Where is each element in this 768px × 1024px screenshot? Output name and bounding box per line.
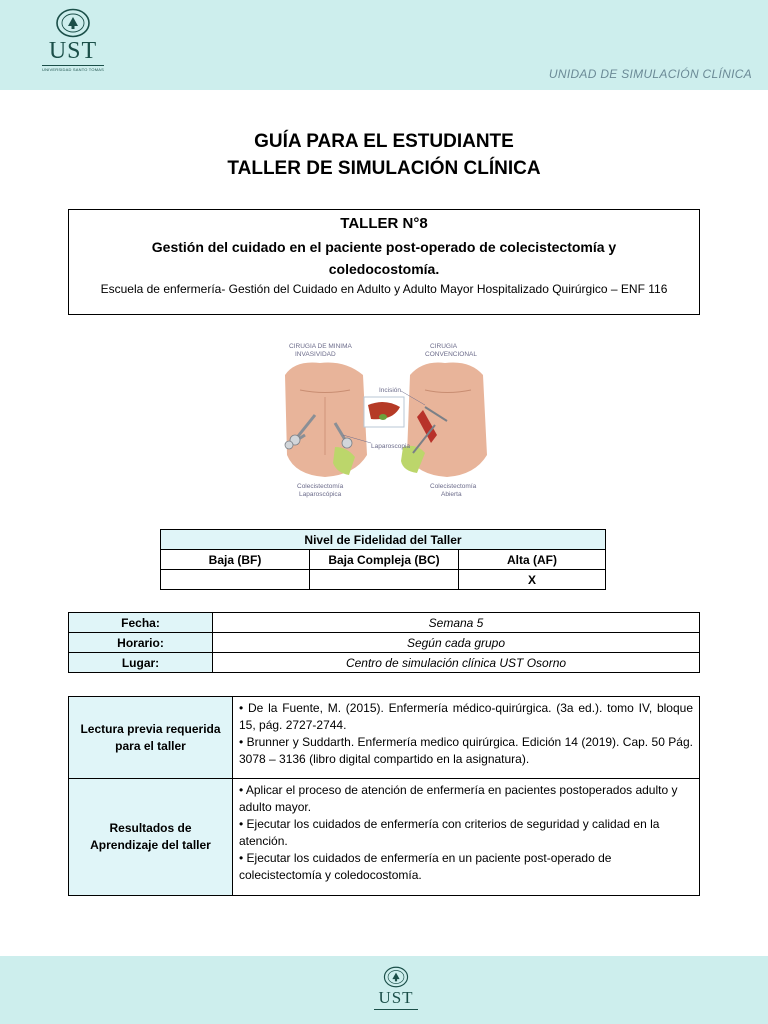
label-left-title-2: INVASIVIDAD [295,351,336,358]
logo-subtext: UNIVERSIDAD SANTO TOMAS [42,67,104,72]
taller-school: Escuela de enfermería- Gestión del Cuidado en Adulto y Adulto Mayor Hospitalizado Quirúrgico – ENF 116 [100,282,668,296]
ust-logo [38,8,108,84]
label-left-caption-2: Laparoscópica [299,491,342,498]
label-right-title-1: CIRUGIA [430,343,458,350]
label-right-caption-2: Abierta [441,491,462,498]
table-row [69,653,700,673]
horario-label: Horario: [69,633,213,653]
label-right-caption-1: Colecistectomía [430,483,477,490]
reading-item: • De la Fuente, M. (2015). Enfermería médico-quirúrgica. (3a ed.). tomo IV, bloque 15, pág. 2727-2744. [239,701,693,732]
reading-item: • Brunner y Suddarth. Enfermería medico quirúrgica. Edición 14 (2019). Cap. 50 Pág. 3078 – 3136 (libro digital compartido en la asignatura). [239,735,693,766]
outcome-item: • Ejecutar los cuidados de enfermería en un paciente post-operado de colecistectomía y coledocostomía. [239,851,612,882]
fidelity-header: Nivel de Fidelidad del Taller [161,530,606,550]
footer-logo [370,966,422,1011]
table-row [69,633,700,653]
table-row [69,697,700,779]
fecha-value: Semana 5 [213,613,700,633]
outcomes-label: Resultados de Aprendizaje del taller [69,779,233,896]
table-row [69,779,700,896]
outcome-item: • Aplicar el proceso de atención de enfermería en pacientes postoperados adulto y adulto mayor. [239,783,678,814]
lugar-value: Centro de simulación clínica UST Osorno [213,653,700,673]
outcomes-content [233,779,700,896]
unit-name: UNIDAD DE SIMULACIÓN CLÍNICA [548,67,752,81]
label-incision: Incisión [379,387,402,394]
reading-label: Lectura previa requerida para el taller [69,697,233,779]
title-line-2: TALLER DE SIMULACIÓN CLÍNICA [227,158,541,179]
outcome-item: • Ejecutar los cuidados de enfermería con criterios de seguridad y calidad en la atención. [239,817,660,848]
taller-topic: Gestión del cuidado en el paciente post-operado de colecistectomía y coledocostomía. [151,239,617,277]
label-laparoscopia: Laparoscopia [371,443,411,450]
left-torso [285,363,367,478]
logo-text: UST [48,38,98,64]
taller-number: TALLER N°8 [340,215,428,232]
fidelity-col-alta: Alta (AF) [459,550,606,570]
university-seal-icon [55,8,91,38]
lugar-label: Lugar: [69,653,213,673]
fidelity-col-baja: Baja (BF) [161,550,310,570]
reading-content [233,697,700,779]
footer-logo-text: UST [378,988,414,1007]
learning-table [68,696,700,896]
horario-value: Según cada grupo [213,633,700,653]
surgery-illustration [275,335,495,503]
footer-logo-underline [374,1009,418,1011]
fidelity-mark-baja [161,570,310,590]
table-row [69,613,700,633]
document-title [0,128,768,182]
label-left-caption-1: Colecistectomía [297,483,344,490]
fidelity-col-baja-compleja: Baja Compleja (BC) [310,550,459,570]
taller-box [68,209,700,315]
fidelity-mark-alta: X [459,570,606,590]
fidelity-mark-baja-compleja [310,570,459,590]
fidelity-table [160,529,606,590]
footer-seal-icon [383,966,409,988]
fecha-label: Fecha: [69,613,213,633]
title-line-1: GUÍA PARA EL ESTUDIANTE [254,131,514,152]
label-left-title-1: CIRUGIA DE MINIMA [289,343,352,350]
schedule-table [68,612,700,673]
label-right-title-2: CONVENCIONAL [425,351,478,358]
